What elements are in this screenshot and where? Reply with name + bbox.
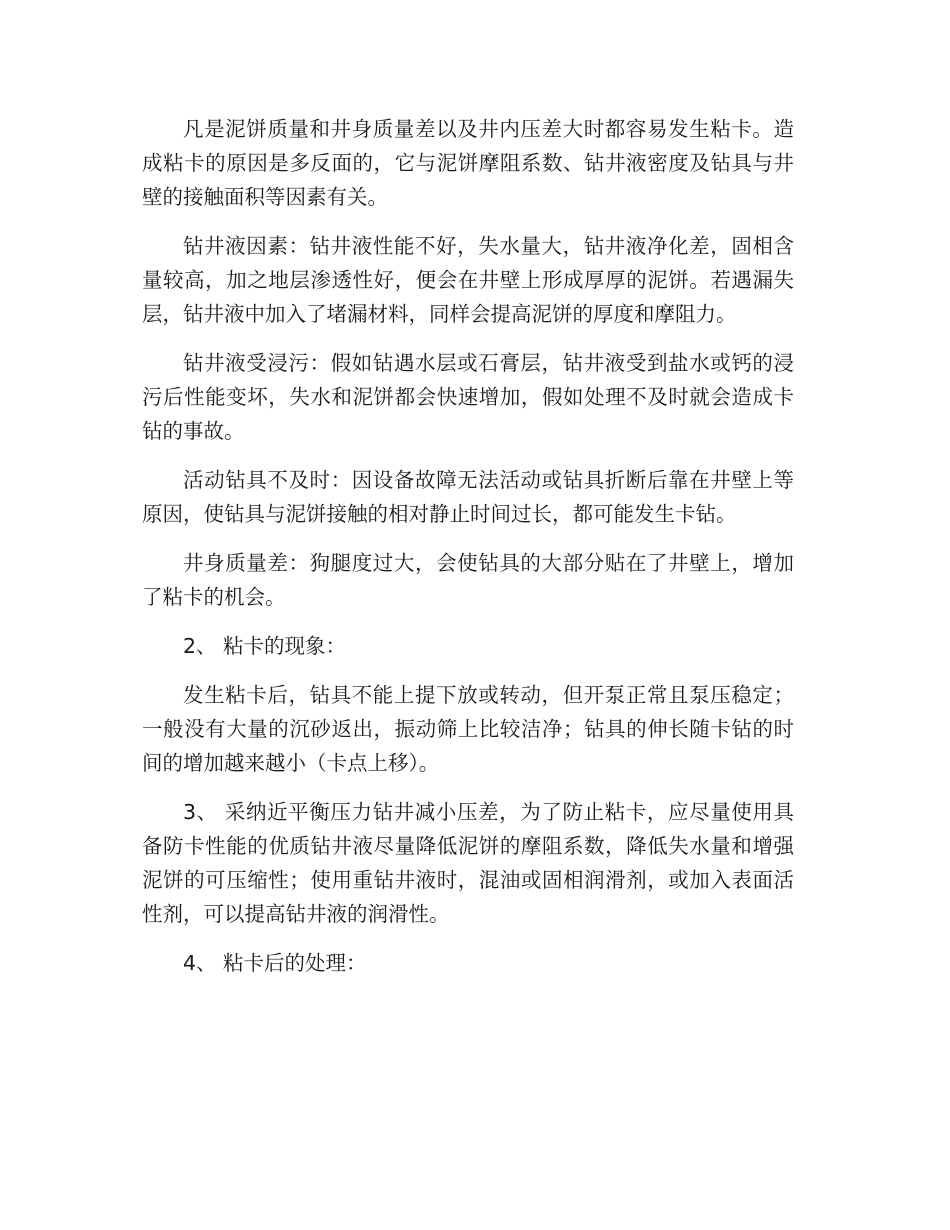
paragraph-untimely-pipe-movement: 活动钻具不及时：因设备故障无法活动或钻具折断后靠在井壁上等原因，使钻具与泥饼接触的相对静止时间过长，都可能发生卡钻。 (142, 468, 794, 526)
paragraph-fluid-contamination: 钻井液受浸污：假如钻遇水层或石膏层，钻井液受到盐水或钙的浸污后性能变坏，失水和泥饼都会快速增加，假如处理不及时就会造成卡钻的事故。 (142, 351, 794, 443)
document-page (142, 112, 794, 995)
paragraph-drilling-fluid-factors: 钻井液因素：钻井液性能不好，失水量大，钻井液净化差，固相含量较高，加之地层渗透性好，便会在井壁上形成厚厚的泥饼。若遇漏失层，钻井液中加入了堵漏材料，同样会提高泥饼的厚度和摩阻力。 (142, 234, 794, 326)
paragraph-sticking-causes: 凡是泥饼质量和井身质量差以及井内压差大时都容易发生粘卡。造成粘卡的原因是多反面的，它与泥饼摩阻系数、钻井液密度及钻具与井壁的接触面积等因素有关。 (142, 117, 794, 209)
heading-sticking-phenomena: 2、 粘卡的现象： (183, 634, 347, 658)
paragraph-wellbore-quality: 井身质量差：狗腿度过大，会使钻具的大部分贴在了井壁上，增加了粘卡的机会。 (142, 551, 794, 609)
paragraph-prevention-measures: 3、 采纳近平衡压力钻井减小压差，为了防止粘卡，应尽量使用具备防卡性能的优质钻井液尽量降低泥饼的摩阻系数，降低失水量和增强泥饼的可压缩性；使用重钻井液时，混油或固相润滑剂，或加入表面活性剂，可以提高钻井液的润滑性。 (142, 800, 794, 926)
paragraph-sticking-phenomena: 发生粘卡后，钻具不能上提下放或转动，但开泵正常且泵压稳定；一般没有大量的沉砂返出，振动筛上比较洁净；钻具的伸长随卡钻的时间的增加越来越小（卡点上移）。 (142, 683, 794, 775)
heading-post-sticking-handling: 4、 粘卡后的处理： (183, 951, 367, 975)
